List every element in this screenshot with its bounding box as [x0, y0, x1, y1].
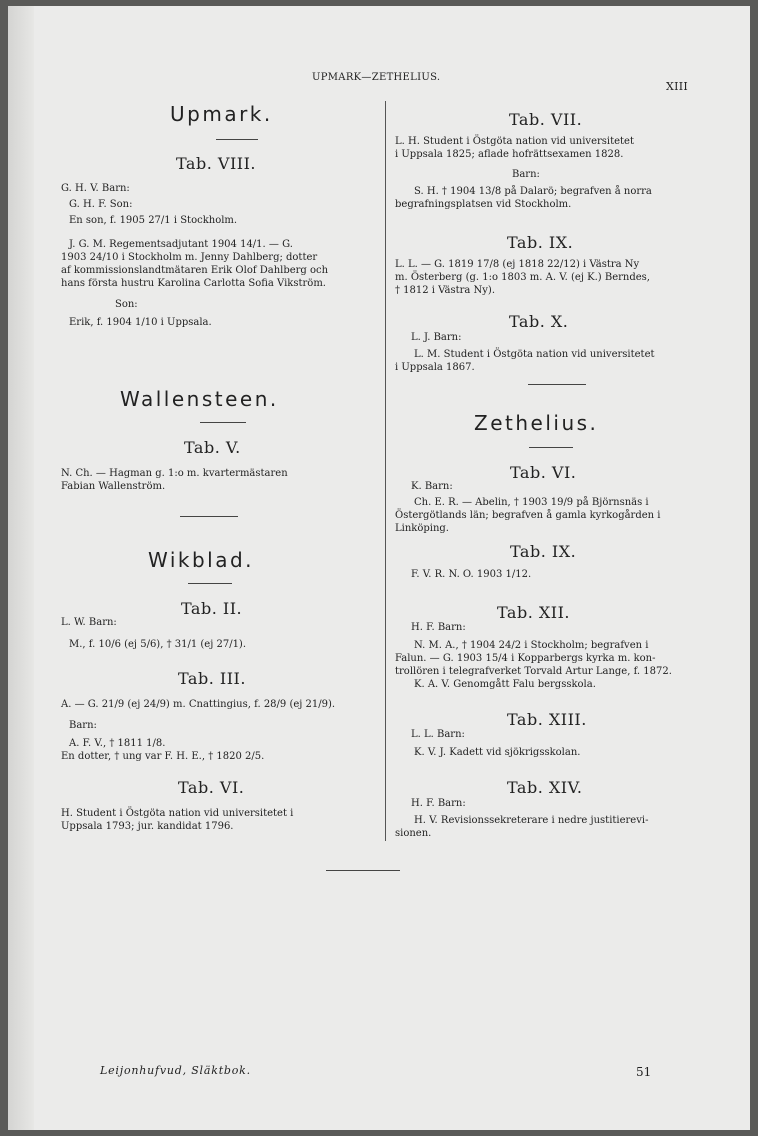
tab-label: Tab. IX.	[510, 542, 577, 561]
text-line: J. G. M. Regementsadjutant 1904 14/1. — G.	[69, 239, 293, 250]
text-line: En son, f. 1905 27/1 i Stockholm.	[69, 215, 238, 226]
text-line: Linköping.	[395, 523, 449, 534]
text-line: Falun. — G. 1903 15/4 i Kopparbergs kyrka m. kon-	[395, 653, 656, 664]
tab-label: Tab. IX.	[507, 233, 574, 252]
text-line: H. Student i Östgöta nation vid universitetet i	[61, 808, 294, 819]
running-header: UPMARK—ZETHELIUS.	[312, 72, 441, 83]
text-line: Son:	[115, 299, 138, 310]
rule	[528, 384, 586, 385]
text-line: Barn:	[69, 720, 97, 731]
text-line: Barn:	[512, 169, 540, 180]
book-page	[8, 6, 750, 1130]
text-line: i Uppsala 1825; aflade hofrättsexamen 1828.	[395, 149, 624, 160]
tab-label: Tab. V.	[184, 438, 241, 457]
rule	[200, 422, 246, 423]
text-line: i Uppsala 1867.	[395, 362, 475, 373]
column-divider	[385, 101, 386, 841]
heading-wikblad: Wikblad.	[148, 548, 255, 572]
rule	[529, 447, 573, 448]
text-line: L. J. Barn:	[411, 332, 462, 343]
text-line: m. Österberg (g. 1:o 1803 m. A. V. (ej K.) Berndes,	[395, 272, 650, 283]
text-line: L. M. Student i Östgöta nation vid universitetet	[414, 349, 655, 360]
text-line: Uppsala 1793; jur. kandidat 1796.	[61, 821, 234, 832]
end-rule	[326, 870, 400, 871]
text-line: L. L. — G. 1819 17/8 (ej 1818 22/12) i Västra Ny	[395, 259, 640, 270]
heading-zethelius: Zethelius.	[474, 411, 599, 435]
text-line: H. V. Revisionssekreterare i nedre justitierevi-	[414, 815, 649, 826]
text-line: K. Barn:	[411, 481, 453, 492]
text-line: K. V. J. Kadett vid sjökrigsskolan.	[414, 747, 581, 758]
rule	[216, 139, 258, 140]
text-line: af kommissionslandtmätaren Erik Olof Dahlberg och	[61, 265, 329, 276]
text-line: hans första hustru Karolina Carlotta Sofia Vikström.	[61, 278, 326, 289]
footer-source: Leijonhufvud, Släktbok.	[100, 1064, 251, 1077]
page-number: 51	[636, 1065, 652, 1079]
text-line: sionen.	[395, 828, 432, 839]
text-line: Erik, f. 1904 1/10 i Uppsala.	[69, 317, 212, 328]
tab-label: Tab. XIII.	[507, 710, 587, 729]
text-line: En dotter, † ung var F. H. E., † 1820 2/5.	[61, 751, 265, 762]
text-line: A. — G. 21/9 (ej 24/9) m. Cnattingius, f. 28/9 (ej 21/9).	[61, 699, 336, 710]
text-line: N. M. A., † 1904 24/2 i Stockholm; begrafven i	[414, 640, 649, 651]
tab-label: Tab. VIII.	[176, 154, 256, 173]
text-line: L. W. Barn:	[61, 617, 117, 628]
text-line: H. F. Barn:	[411, 798, 466, 809]
tab-label: Tab. II.	[181, 599, 243, 618]
text-line: 1903 24/10 i Stockholm m. Jenny Dahlberg; dotter	[61, 252, 318, 263]
rule	[188, 583, 232, 584]
text-line: trollören i telegrafverket Torvald Artur Lange, f. 1872.	[395, 666, 672, 677]
tab-label: Tab. VI.	[510, 463, 577, 482]
tab-label: Tab. XII.	[497, 603, 570, 622]
text-line: Ch. E. R. — Abelin, † 1903 19/9 på Björnsnäs i	[414, 497, 649, 508]
text-line: M., f. 10/6 (ej 5/6), † 31/1 (ej 27/1).	[69, 639, 247, 650]
text-line: S. H. † 1904 13/8 på Dalarö; begrafven å norra	[414, 186, 652, 197]
text-line: L. L. Barn:	[411, 729, 465, 740]
text-line: F. V. R. N. O. 1903 1/12.	[411, 569, 532, 580]
tab-label: Tab. VI.	[178, 778, 245, 797]
text-line: G. H. V. Barn:	[61, 183, 130, 194]
heading-wallensteen: Wallensteen.	[120, 387, 279, 411]
text-line: G. H. F. Son:	[69, 199, 133, 210]
tab-label: Tab. VII.	[509, 110, 583, 129]
text-line: H. F. Barn:	[411, 622, 466, 633]
text-line: K. A. V. Genomgått Falu bergsskola.	[414, 679, 596, 690]
text-line: Östergötlands län; begrafven å gamla kyrkogården i	[395, 510, 661, 521]
text-line: N. Ch. — Hagman g. 1:o m. kvartermästaren	[61, 468, 288, 479]
rule	[180, 516, 238, 517]
page-binding-edge	[8, 6, 34, 1130]
tab-label: Tab. III.	[178, 669, 246, 688]
tab-label: Tab. XIV.	[507, 778, 583, 797]
text-line: Fabian Wallenström.	[61, 481, 166, 492]
text-line: begrafningsplatsen vid Stockholm.	[395, 199, 572, 210]
heading-upmark: Upmark.	[170, 102, 273, 126]
text-line: † 1812 i Västra Ny).	[395, 285, 495, 296]
text-line: L. H. Student i Östgöta nation vid universitetet	[395, 136, 634, 147]
text-line: A. F. V., † 1811 1/8.	[69, 738, 166, 749]
tab-label: Tab. X.	[509, 312, 569, 331]
page-numeral: XIII	[666, 80, 689, 93]
